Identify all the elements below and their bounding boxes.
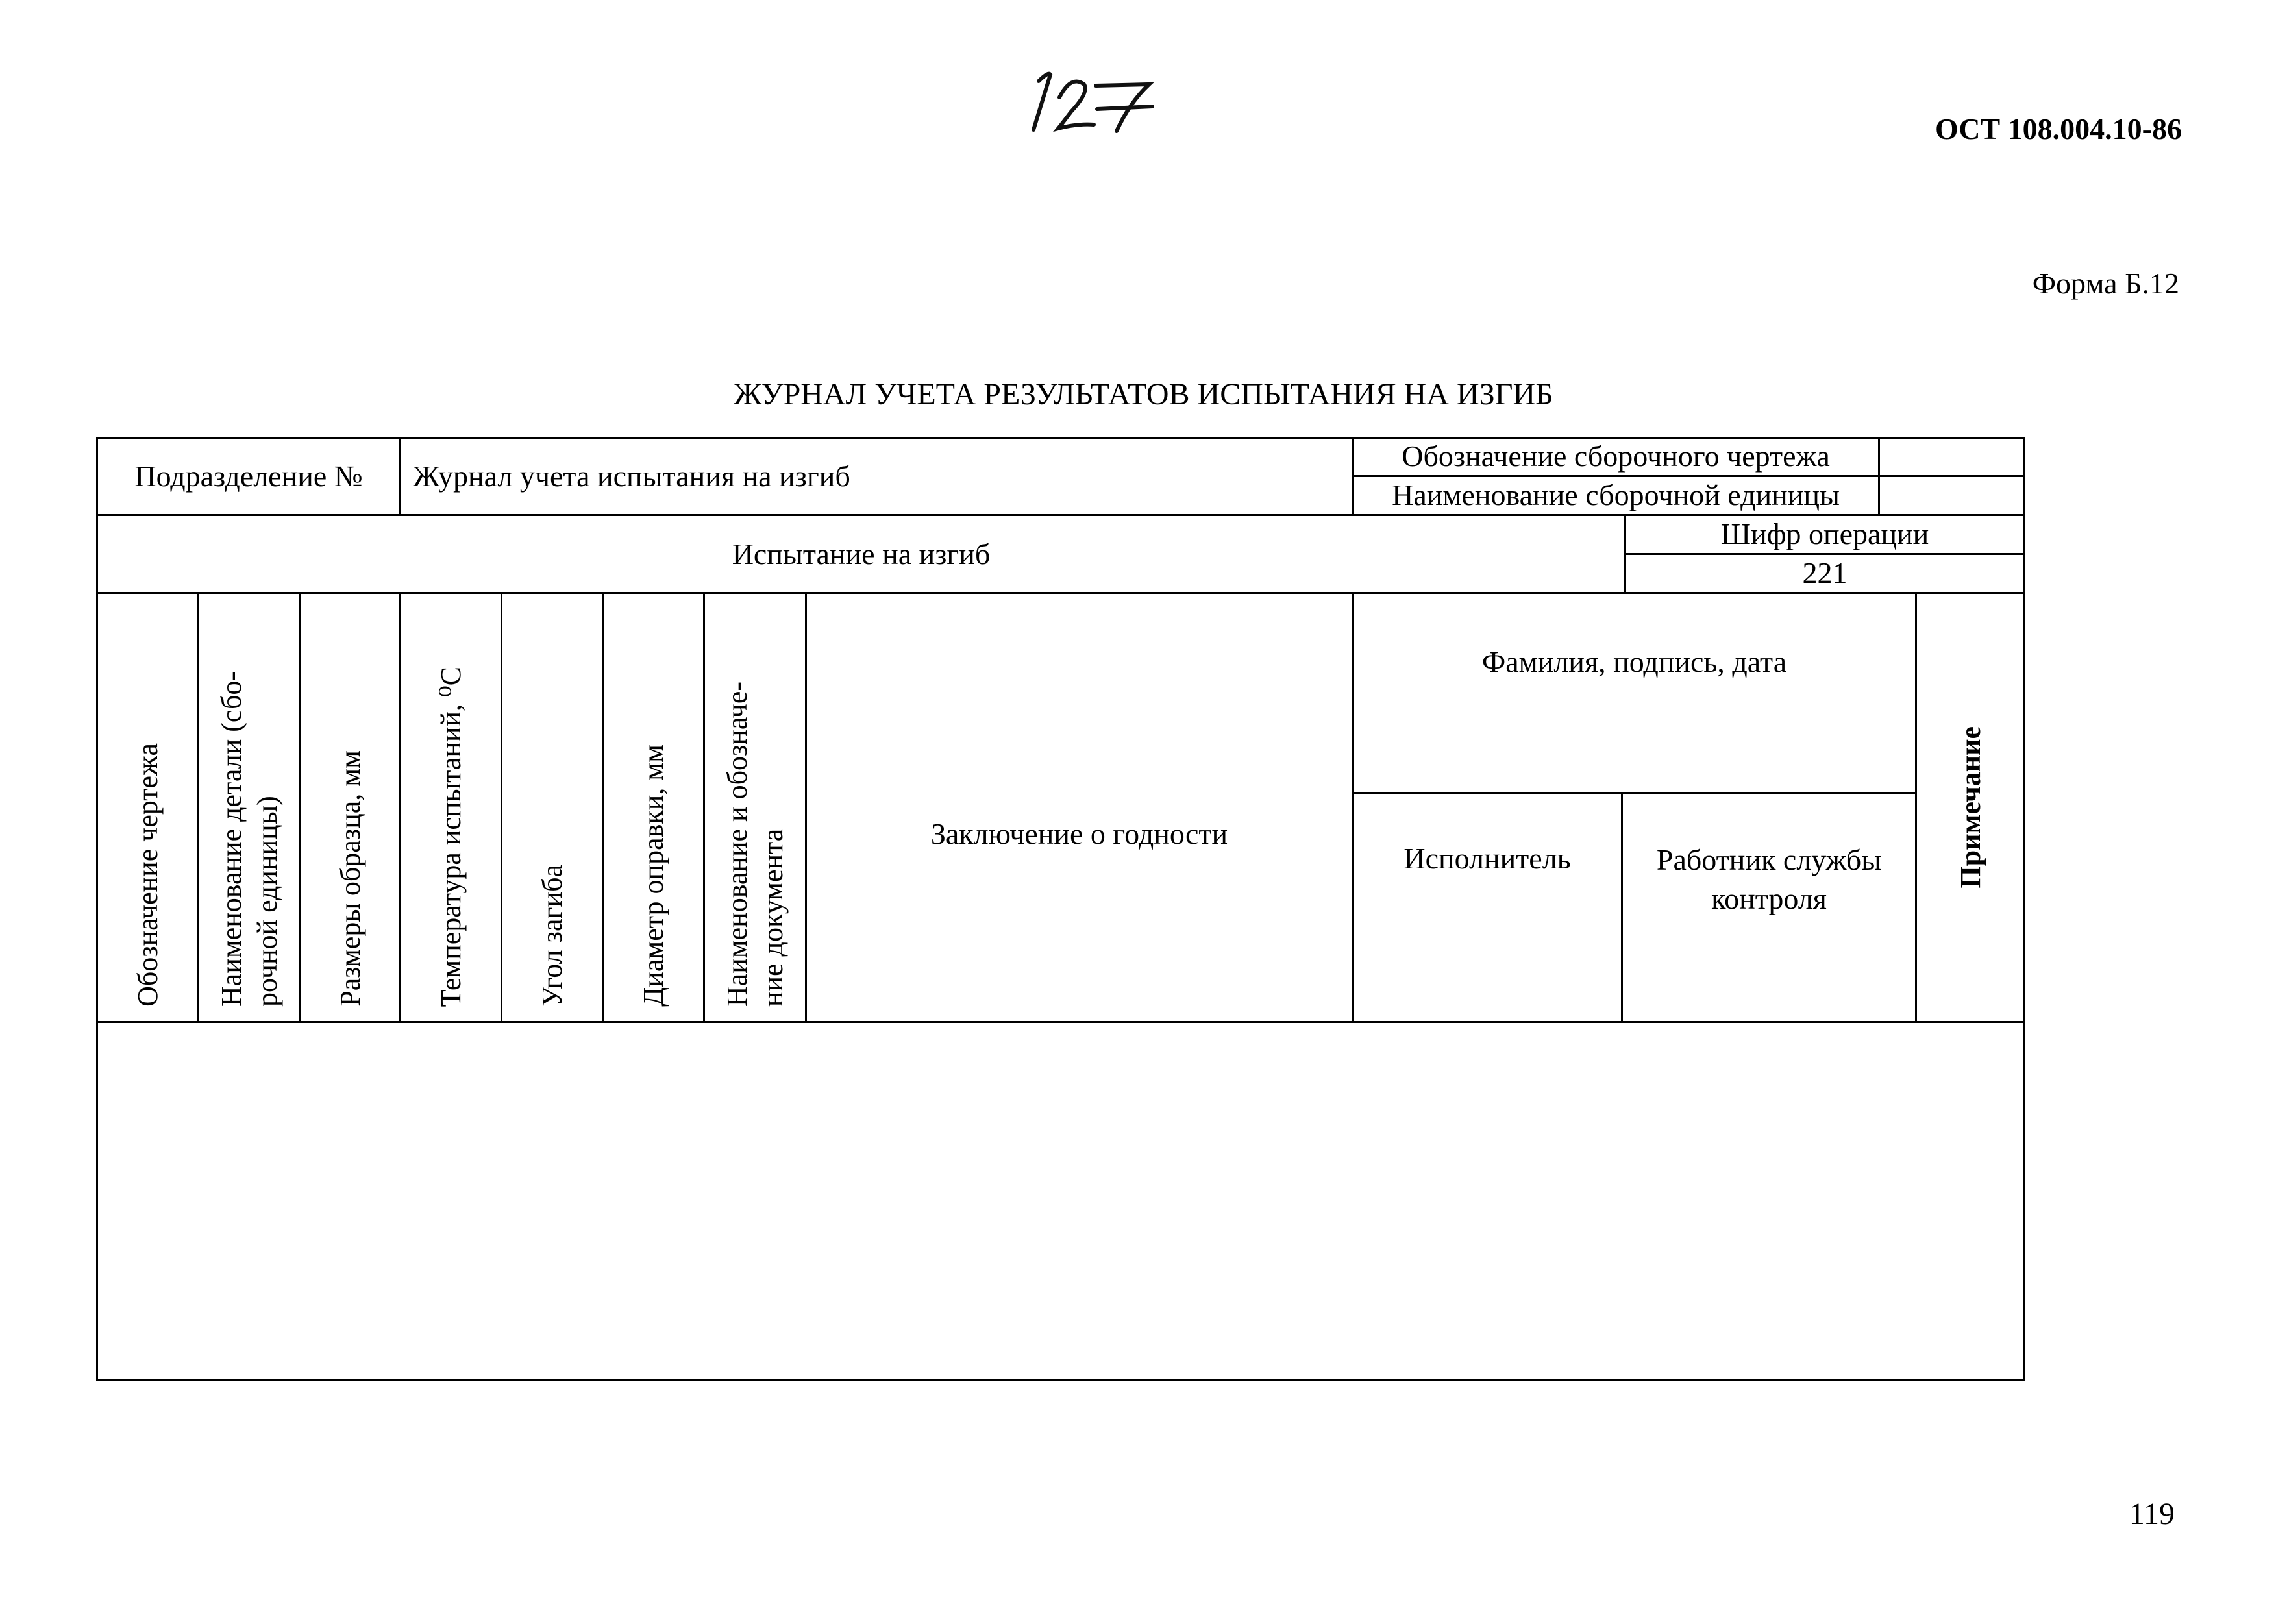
- assembly-drawing-label: Обозначение сборочного чертежа: [1402, 439, 1830, 473]
- col-temperature: Температура испытаний, ⁰С: [435, 666, 467, 1007]
- col-inspector: Работник службы контроля: [1656, 843, 1882, 915]
- standard-code: ОСТ 108.004.10-86: [1935, 112, 2182, 145]
- col-note: Примечание: [1954, 726, 1986, 889]
- col-mandrel-diameter: Диаметр оправки, мм: [637, 744, 669, 1007]
- table-line: [96, 1379, 2025, 1381]
- operation-code-value: 221: [1802, 556, 1848, 589]
- assembly-unit-label: Наименование сборочной единицы: [1392, 478, 1840, 511]
- journal-title: ЖУРНАЛ УЧЕТА РЕЗУЛЬТАТОВ ИСПЫТАНИЯ НА ИЗГИБ: [734, 377, 1553, 412]
- assembly-drawing-value[interactable]: [1880, 437, 2023, 475]
- col-drawing: Обозначение чертежа: [132, 743, 164, 1007]
- journal-name: Журнал учета испытания на изгиб: [413, 460, 850, 493]
- operation-code-label: Шифр операции: [1720, 517, 1929, 551]
- assembly-unit-value[interactable]: [1880, 476, 2023, 514]
- col-sample-size: Размеры образца, мм: [334, 750, 366, 1007]
- form-label: Форма Б.12: [2032, 267, 2179, 300]
- col-executor: Исполнитель: [1403, 842, 1571, 876]
- page-number: 119: [2129, 1497, 2175, 1531]
- table-line: [2023, 437, 2025, 1381]
- col-document: Наименование и обозначе- ние документа: [721, 681, 789, 1007]
- col-part-name: Наименование детали (сбо- рочной единицы): [215, 671, 283, 1007]
- subdivision-label: Подразделение №: [134, 460, 363, 493]
- col-conclusion: Заключение о годности: [930, 817, 1228, 851]
- test-label: Испытание на изгиб: [732, 537, 991, 571]
- col-signature-group: Фамилия, подпись, дата: [1481, 645, 1787, 679]
- col-bend-angle: Угол загиба: [536, 864, 568, 1007]
- table-body[interactable]: [98, 1023, 2023, 1379]
